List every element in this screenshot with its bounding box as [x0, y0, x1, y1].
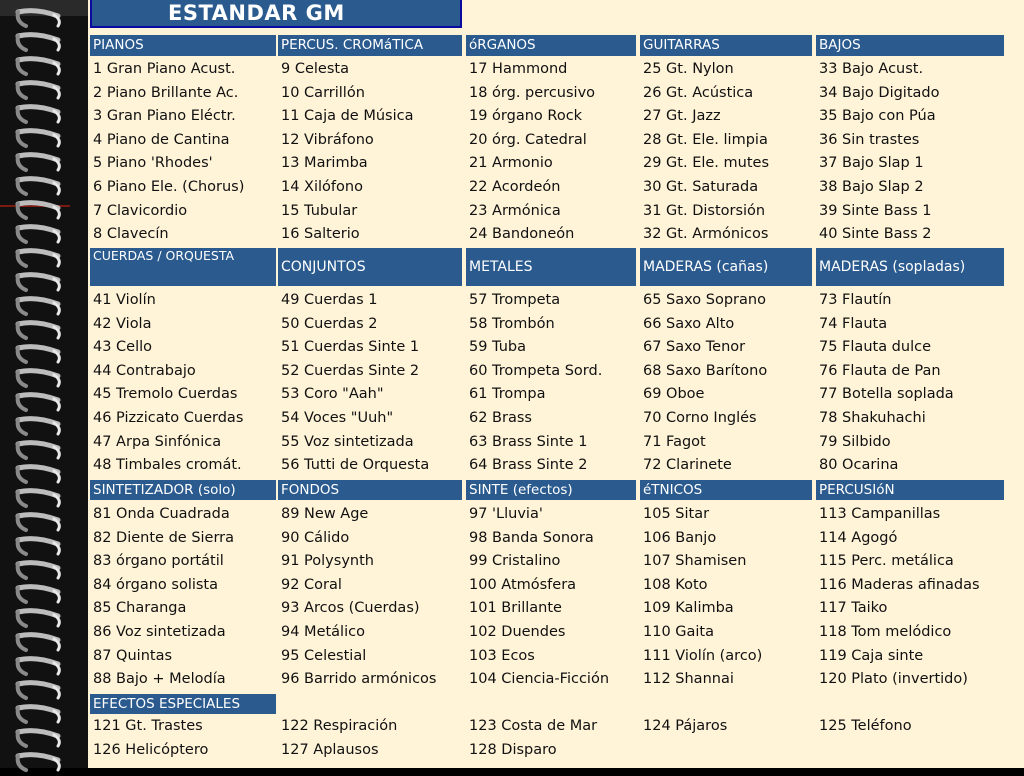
- instrument-entry: 56 Tutti de Orquesta: [281, 457, 430, 474]
- instrument-entry: 105 Sitar: [643, 506, 710, 522]
- instrument-entry: 113 Campanillas: [819, 506, 941, 522]
- category-header-cuerdas-orquesta: CUERDAS / ORQUESTA: [90, 248, 276, 286]
- instrument-entry: 64 Brass Sinte 2: [469, 457, 588, 474]
- instrument-entry: 128 Disparo: [469, 741, 557, 758]
- binding-ring-icon: [14, 702, 64, 728]
- binding-ring-icon: [14, 486, 64, 512]
- binding-ring-icon: [14, 270, 64, 296]
- instrument-entry: 25 Gt. Nylon: [643, 61, 734, 77]
- instrument-entry: 40 Sinte Bass 2: [819, 226, 932, 243]
- instrument-entry: 94 Metálico: [281, 624, 365, 640]
- binding-ring-icon: [14, 30, 64, 56]
- instrument-entry: 102 Duendes: [469, 624, 566, 640]
- binding-ring-icon: [14, 726, 64, 752]
- category-header-conjuntos: CONJUNTOS: [278, 248, 462, 286]
- instrument-entry: 66 Saxo Alto: [643, 315, 735, 332]
- binding-ring-icon: [14, 438, 64, 464]
- instrument-entry: 93 Arcos (Cuerdas): [281, 600, 420, 617]
- instrument-entry: 81 Onda Cuadrada: [93, 506, 230, 522]
- instrument-entry: 99 Cristalino: [469, 553, 561, 570]
- instrument-entry: 33 Bajo Acust.: [819, 61, 924, 77]
- instrument-entry: 10 Carrillón: [281, 84, 365, 101]
- binding-ring-icon: [14, 342, 64, 368]
- category-header-percusion: PERCUSIóN: [816, 480, 1004, 500]
- instrument-entry: 20 órg. Catedral: [469, 131, 587, 148]
- instrument-entry: 52 Cuerdas Sinte 2: [281, 362, 420, 379]
- instrument-entry: 8 Clavecín: [93, 226, 169, 243]
- binding-ring-icon: [14, 366, 64, 392]
- instrument-entry: 74 Flauta: [819, 315, 888, 332]
- instrument-entry: 114 Agogó: [819, 529, 898, 546]
- instrument-entry: 17 Hammond: [469, 61, 568, 77]
- instrument-entry: 14 Xilófono: [281, 179, 363, 195]
- category-header-sinte-efectos: SINTE (efectos): [466, 480, 636, 500]
- instrument-entry: 39 Sinte Bass 1: [819, 202, 932, 219]
- binding-ring-icon: [14, 534, 64, 560]
- page-title: ESTANDAR GM: [90, 0, 462, 28]
- binding-ring-icon: [14, 54, 64, 80]
- binding-ring-icon: [14, 750, 64, 776]
- instrument-entry: 79 Silbido: [819, 433, 891, 450]
- instrument-entry: 13 Marimba: [281, 155, 368, 172]
- instrument-entry: 28 Gt. Ele. limpia: [643, 131, 768, 148]
- instrument-entry: 48 Timbales cromát.: [93, 457, 242, 474]
- binding-ring-icon: [14, 198, 64, 224]
- binding-ring-icon: [14, 510, 64, 536]
- instrument-entry: 103 Ecos: [469, 647, 535, 664]
- category-header-pianos: PIANOS: [90, 35, 276, 56]
- instrument-entry: 86 Voz sintetizada: [93, 624, 226, 640]
- instrument-entry: 106 Banjo: [643, 529, 717, 546]
- instrument-entry: 49 Cuerdas 1: [281, 292, 378, 308]
- category-header-etnicos: éTNICOS: [640, 480, 812, 500]
- instrument-entry: 75 Flauta dulce: [819, 339, 931, 356]
- binding-ring-icon: [14, 654, 64, 680]
- spiral-binding: [0, 0, 88, 768]
- category-header-guitarras: GUITARRAS: [640, 35, 812, 56]
- instrument-entry: 76 Flauta de Pan: [819, 362, 941, 379]
- instrument-entry: 43 Cello: [93, 339, 153, 356]
- instrument-entry: 91 Polysynth: [281, 553, 374, 570]
- instrument-entry: 6 Piano Ele. (Chorus): [93, 179, 245, 195]
- instrument-entry: 72 Clarinete: [643, 457, 732, 474]
- instrument-entry: 126 Helicóptero: [93, 741, 209, 758]
- instrument-entry: 112 Shannai: [643, 671, 734, 688]
- binding-ring-icon: [14, 102, 64, 128]
- instrument-entry: 108 Koto: [643, 576, 708, 593]
- instrument-entry: 42 Viola: [93, 315, 152, 332]
- instrument-entry: 59 Tuba: [469, 339, 526, 356]
- instrument-entry: 92 Coral: [281, 576, 342, 593]
- binding-ring-icon: [14, 390, 64, 416]
- instrument-entry: 69 Oboe: [643, 386, 705, 403]
- instrument-entry: 115 Perc. metálica: [819, 553, 954, 570]
- binding-ring-icon: [14, 630, 64, 656]
- instrument-entry: 68 Saxo Barítono: [643, 362, 768, 379]
- instrument-entry: 87 Quintas: [93, 647, 173, 664]
- instrument-entry: 4 Piano de Cantina: [93, 131, 230, 148]
- category-header-efectos-especiales: EFECTOS ESPECIALES: [90, 694, 276, 714]
- instrument-entry: 5 Piano 'Rhodes': [93, 155, 213, 172]
- binding-ring-icon: [14, 294, 64, 320]
- category-header-metales: METALES: [466, 248, 636, 286]
- gm-instrument-table: [88, 0, 1024, 768]
- instrument-entry: 53 Coro "Aah": [281, 386, 384, 403]
- instrument-entry: 121 Gt. Trastes: [93, 718, 203, 734]
- instrument-entry: 109 Kalimba: [643, 600, 734, 617]
- instrument-entry: 12 Vibráfono: [281, 131, 374, 148]
- instrument-entry: 117 Taiko: [819, 600, 888, 617]
- instrument-entry: 27 Gt. Jazz: [643, 108, 721, 125]
- binding-ring-icon: [14, 126, 64, 152]
- instrument-entry: 38 Bajo Slap 2: [819, 179, 924, 195]
- instrument-entry: 110 Gaita: [643, 624, 715, 640]
- instrument-entry: 90 Cálido: [281, 529, 350, 546]
- binding-ring-icon: [14, 174, 64, 200]
- instrument-entry: 89 New Age: [281, 506, 369, 522]
- instrument-entry: 97 'Lluvia': [469, 506, 543, 522]
- instrument-entry: 62 Brass: [469, 410, 532, 426]
- instrument-entry: 63 Brass Sinte 1: [469, 433, 588, 450]
- binding-ring-icon: [14, 414, 64, 440]
- category-header-percus-cromatica: PERCUS. CROMáTICA: [278, 35, 462, 56]
- instrument-entry: 78 Shakuhachi: [819, 410, 926, 426]
- instrument-entry: 98 Banda Sonora: [469, 529, 594, 546]
- instrument-entry: 73 Flautín: [819, 292, 892, 308]
- instrument-entry: 111 Violín (arco): [643, 647, 763, 664]
- instrument-entry: 51 Cuerdas Sinte 1: [281, 339, 420, 356]
- binding-ring-icon: [14, 78, 64, 104]
- instrument-entry: 35 Bajo con Púa: [819, 108, 936, 125]
- instrument-entry: 54 Voces "Uuh": [281, 410, 394, 426]
- instrument-entry: 96 Barrido armónicos: [281, 671, 437, 688]
- instrument-entry: 127 Aplausos: [281, 741, 379, 758]
- instrument-entry: 50 Cuerdas 2: [281, 315, 378, 332]
- instrument-entry: 31 Gt. Distorsión: [643, 202, 766, 219]
- instrument-entry: 18 órg. percusivo: [469, 84, 596, 101]
- instrument-entry: 80 Ocarina: [819, 457, 899, 474]
- instrument-entry: 100 Atmósfera: [469, 576, 577, 593]
- instrument-entry: 84 órgano solista: [93, 576, 219, 593]
- instrument-entry: 83 órgano portátil: [93, 553, 224, 570]
- instrument-entry: 46 Pizzicato Cuerdas: [93, 410, 244, 426]
- instrument-entry: 47 Arpa Sinfónica: [93, 433, 222, 450]
- binding-ring-icon: [14, 246, 64, 272]
- instrument-entry: 22 Acordeón: [469, 179, 561, 195]
- binding-ring-icon: [14, 150, 64, 176]
- binding-ring-icon: [14, 558, 64, 584]
- instrument-entry: 36 Sin trastes: [819, 131, 920, 148]
- instrument-entry: 124 Pájaros: [643, 718, 728, 734]
- instrument-entry: 23 Armónica: [469, 202, 561, 219]
- category-header-sintetizador-solo: SINTETIZADOR (solo): [90, 480, 276, 500]
- instrument-entry: 85 Charanga: [93, 600, 187, 617]
- instrument-entry: 119 Caja sinte: [819, 647, 924, 664]
- binding-ring-icon: [14, 678, 64, 704]
- instrument-entry: 104 Ciencia-Ficción: [469, 671, 610, 688]
- instrument-entry: 29 Gt. Ele. mutes: [643, 155, 770, 172]
- instrument-entry: 120 Plato (invertido): [819, 671, 968, 688]
- instrument-entry: 9 Celesta: [281, 61, 349, 77]
- binding-ring-icon: [14, 6, 64, 32]
- category-header-maderas-canas: MADERAS (cañas): [640, 248, 812, 286]
- instrument-entry: 45 Tremolo Cuerdas: [93, 386, 238, 403]
- instrument-entry: 55 Voz sintetizada: [281, 433, 414, 450]
- category-header-maderas-sopladas: MADERAS (sopladas): [816, 248, 1004, 286]
- instrument-entry: 125 Teléfono: [819, 718, 912, 734]
- instrument-entry: 95 Celestial: [281, 647, 367, 664]
- instrument-entry: 26 Gt. Acústica: [643, 84, 754, 101]
- binding-ring-icon: [14, 582, 64, 608]
- instrument-entry: 116 Maderas afinadas: [819, 576, 980, 593]
- binding-ring-icon: [14, 462, 64, 488]
- instrument-entry: 57 Trompeta: [469, 292, 561, 308]
- instrument-entry: 70 Corno Inglés: [643, 410, 757, 426]
- binding-ring-icon: [14, 606, 64, 632]
- instrument-entry: 122 Respiración: [281, 718, 398, 734]
- instrument-entry: 67 Saxo Tenor: [643, 339, 746, 356]
- category-header-fondos: FONDOS: [278, 480, 462, 500]
- instrument-entry: 21 Armonio: [469, 155, 553, 172]
- instrument-entry: 65 Saxo Soprano: [643, 292, 766, 308]
- instrument-entry: 24 Bandoneón: [469, 226, 575, 243]
- instrument-entry: 71 Fagot: [643, 433, 706, 450]
- binding-ring-icon: [14, 222, 64, 248]
- category-header-bajos: BAJOS: [816, 35, 1004, 56]
- instrument-entry: 3 Gran Piano Eléctr.: [93, 108, 236, 125]
- instrument-entry: 7 Clavicordio: [93, 202, 188, 219]
- instrument-entry: 2 Piano Brillante Ac.: [93, 84, 239, 101]
- instrument-entry: 61 Trompa: [469, 386, 546, 403]
- instrument-entry: 41 Violín: [93, 292, 156, 308]
- instrument-entry: 58 Trombón: [469, 315, 555, 332]
- instrument-entry: 44 Contrabajo: [93, 362, 196, 379]
- instrument-entry: 77 Botella soplada: [819, 386, 954, 403]
- instrument-entry: 101 Brillante: [469, 600, 562, 617]
- instrument-entry: 1 Gran Piano Acust.: [93, 61, 236, 77]
- instrument-entry: 32 Gt. Armónicos: [643, 226, 769, 243]
- instrument-entry: 123 Costa de Mar: [469, 718, 598, 734]
- instrument-entry: 82 Diente de Sierra: [93, 529, 235, 546]
- instrument-entry: 19 órgano Rock: [469, 108, 583, 125]
- instrument-entry: 37 Bajo Slap 1: [819, 155, 924, 172]
- binding-ring-icon: [14, 318, 64, 344]
- instrument-entry: 15 Tubular: [281, 202, 358, 219]
- instrument-entry: 60 Trompeta Sord.: [469, 362, 603, 379]
- instrument-entry: 34 Bajo Digitado: [819, 84, 940, 101]
- category-header-organos: óRGANOS: [466, 35, 636, 56]
- instrument-entry: 16 Salterio: [281, 226, 360, 243]
- instrument-entry: 30 Gt. Saturada: [643, 179, 759, 195]
- instrument-entry: 118 Tom melódico: [819, 624, 952, 640]
- instrument-entry: 107 Shamisen: [643, 553, 747, 570]
- instrument-entry: 88 Bajo + Melodía: [93, 671, 226, 688]
- instrument-entry: 11 Caja de Música: [281, 108, 414, 125]
